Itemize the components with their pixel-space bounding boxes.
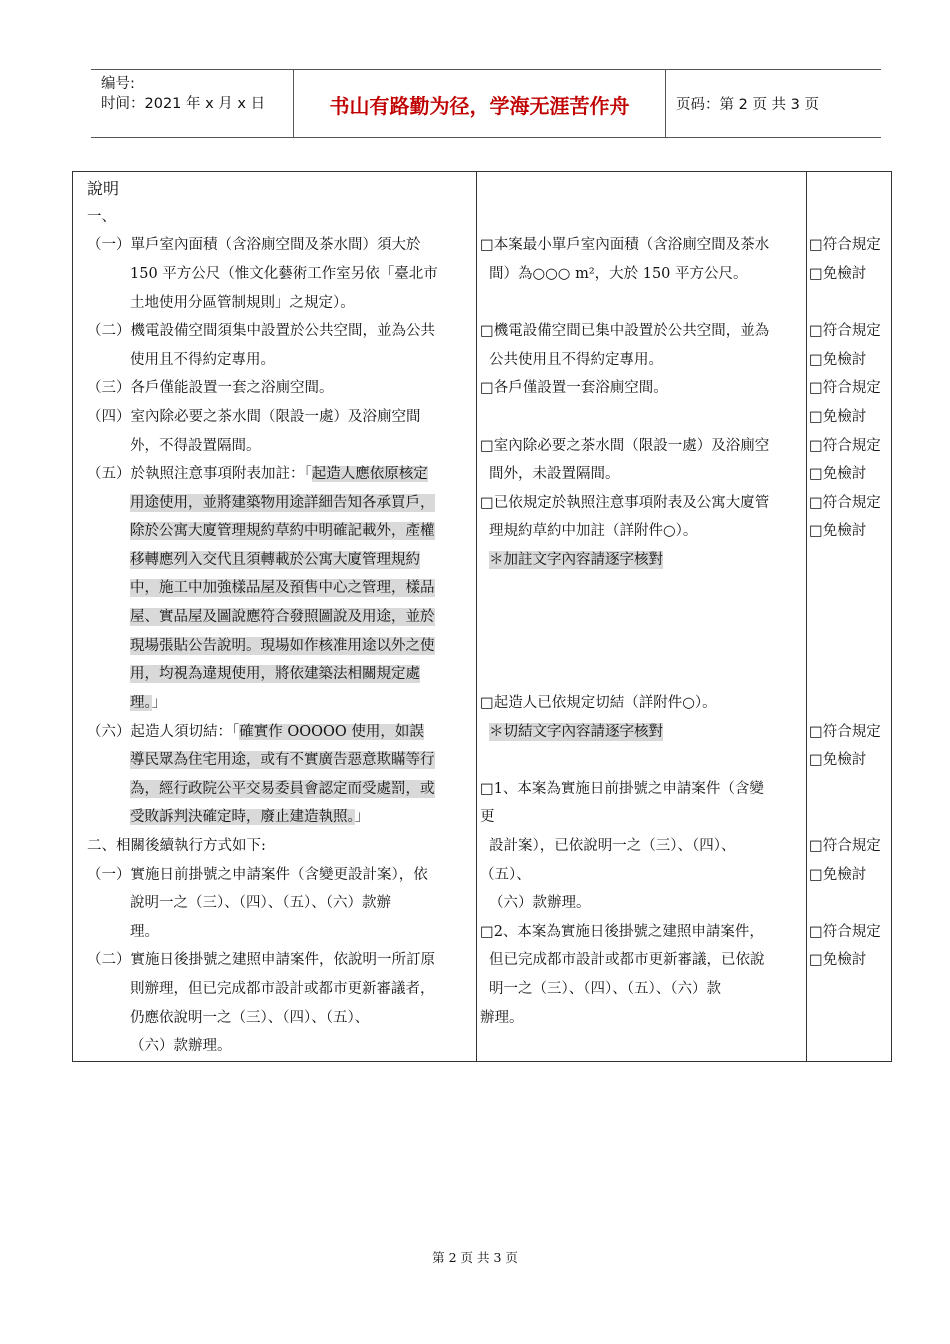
middle-text-line: 明一之（三）、（四）、（五）、（六）款 — [489, 981, 721, 997]
comply-checkbox[interactable]: □符合規定 — [809, 838, 881, 854]
left-text-line: 土地使用分區管制規則」之規定）。 — [130, 295, 355, 311]
middle-text-line: □機電設備空間已集中設置於公共空間，並為 — [480, 323, 770, 339]
left-text-line: （一）單戶室內面積（含浴廁空間及茶水間）須大於 — [87, 237, 421, 253]
left-text-segment: 」 — [151, 695, 167, 711]
comply-checkbox[interactable]: □符合規定 — [809, 380, 881, 396]
highlighted-text: 受敗訴判決確定時，廢止建造執照。 — [130, 809, 355, 825]
left-text-segment: 」 — [354, 809, 370, 825]
comply-checkbox[interactable]: □符合規定 — [809, 323, 881, 339]
review-table — [72, 171, 892, 1062]
left-text-line — [87, 465, 428, 483]
exempt-checkbox[interactable]: □免檢討 — [809, 466, 867, 482]
highlighted-text-line: 中，施工中加強樣品屋及預售中心之管理，樣品 — [130, 580, 435, 596]
left-text-line: 外，不得設置隔間。 — [130, 438, 261, 454]
middle-text-line: □起造人已依規定切結（詳附件○）。 — [480, 695, 717, 711]
section-two-title: 二、相關後續執行方式如下: — [87, 838, 266, 854]
middle-text-line: □已依規定於執照注意事項附表及公寓大廈管 — [480, 495, 770, 511]
left-text-line: 說明一之（三）、（四）、（五）、（六）款辦 — [130, 895, 391, 911]
middle-text-line: （五）、 — [480, 867, 531, 883]
highlighted-text-line: 導民眾為住宅用途，或有不實廣告惡意欺瞞等行 — [130, 752, 435, 768]
middle-text-line: 間）為○○○ m²，大於 150 平方公尺。 — [489, 266, 748, 282]
middle-text-line: □室內除必要之茶水間（限設一處）及浴廁空 — [480, 438, 770, 454]
middle-text-line: 設計案），已依說明一之（三）、（四）、 — [489, 838, 736, 854]
left-text-segment: （六）起造人須切結：「 — [87, 724, 240, 740]
comply-checkbox[interactable]: □符合規定 — [809, 237, 881, 253]
left-text-line: （四）室內除必要之茶水間（限設一處）及浴廁空間 — [87, 409, 421, 425]
exempt-checkbox[interactable]: □免檢討 — [809, 352, 867, 368]
column-heading: 說明 — [87, 179, 120, 198]
left-text-line: （二）實施日後掛號之建照申請案件，依說明一所訂原 — [87, 952, 435, 968]
left-text-line — [130, 808, 369, 826]
highlighted-text-line: 現場張貼公告說明。現場如作核准用途以外之使 — [130, 638, 435, 654]
middle-text-line: （六）款辦理。 — [489, 895, 591, 911]
left-text-line: 仍應依說明一之（三）、（四）、（五）、 — [130, 1010, 370, 1026]
left-text-line: 150 平方公尺（惟文化藝術工作室另依「臺北市 — [130, 266, 438, 282]
exempt-checkbox[interactable]: □免檢討 — [809, 952, 867, 968]
column-divider — [806, 172, 807, 1061]
left-text-line: （二）機電設備空間須集中設置於公共空間，並為公共 — [87, 323, 435, 339]
page-label: 页码：第 2 页 共 3 页 — [676, 97, 819, 113]
highlighted-text: 起造人應依原核定 — [311, 466, 428, 482]
highlighted-text-line: 為，經行政院公平交易委員會認定而受處罰，或 — [130, 781, 435, 797]
middle-text-line: 更 — [480, 809, 495, 825]
header-meta-cell — [91, 70, 294, 137]
middle-text-line: 公共使用且不得約定專用。 — [489, 352, 663, 368]
exempt-checkbox[interactable]: □免檢討 — [809, 409, 867, 425]
highlighted-text: 理。 — [130, 695, 152, 711]
column-divider — [476, 172, 477, 1061]
middle-text-line: 理規約草約中加註（詳附件○）。 — [489, 523, 698, 539]
middle-text-line: □2、本案為實施日後掛號之建照申請案件， — [480, 924, 764, 940]
left-text-line: 則辦理，但已完成都市設計或都市更新審議者， — [130, 981, 435, 997]
number-label: 编号: — [101, 76, 135, 92]
highlighted-text-line: 屋、實品屋及圖說應符合發照圖說及用途，並於 — [130, 609, 435, 625]
middle-text-line: 間外，未設置隔間。 — [489, 466, 620, 482]
exempt-checkbox[interactable]: □免檢討 — [809, 752, 867, 768]
exempt-checkbox[interactable]: □免檢討 — [809, 523, 867, 539]
comply-checkbox[interactable]: □符合規定 — [809, 924, 881, 940]
left-text-line: （一）實施日前掛號之申請案件（含變更設計案），依 — [87, 867, 428, 883]
left-text-line: 理。 — [130, 924, 159, 940]
comply-checkbox[interactable]: □符合規定 — [809, 495, 881, 511]
middle-text-line: 但已完成都市設計或都市更新審議，已依說 — [489, 952, 765, 968]
middle-text-line: 辦理。 — [480, 1010, 524, 1026]
page-header — [91, 69, 881, 138]
middle-text-line: □本案最小單戶室內面積（含浴廁空間及茶水 — [480, 237, 770, 253]
highlighted-text-line: 移轉應列入交代且須轉載於公寓大廈管理規約 — [130, 552, 420, 568]
verification-note: ＊切結文字內容請逐字核對 — [489, 724, 663, 740]
exempt-checkbox[interactable]: □免檢討 — [809, 266, 867, 282]
highlighted-text-line: 除於公寓大廈管理規約草約中明確記載外，產權 — [130, 523, 435, 539]
time-label: 时间：2021 年 x 月 x 日 — [101, 96, 266, 112]
section-one-title: 一、 — [87, 209, 116, 225]
exempt-checkbox[interactable]: □免檢討 — [809, 867, 867, 883]
left-text-line — [87, 723, 424, 741]
left-text-line: （六）款辦理。 — [130, 1038, 232, 1054]
motto-text: 书山有路勤为径，学海无涯苦作舟 — [329, 94, 630, 118]
middle-text-line: □各戶僅設置一套浴廁空間。 — [480, 380, 668, 396]
header-motto-cell — [294, 70, 666, 137]
verification-note: ＊加註文字內容請逐字核對 — [489, 552, 663, 568]
middle-text-line: □1、本案為實施日前掛號之申請案件（含變 — [480, 781, 764, 797]
highlighted-text-line: 用，均視為違規使用，將依建築法相關規定處 — [130, 666, 420, 682]
header-page-cell — [666, 70, 881, 137]
comply-checkbox[interactable]: □符合規定 — [809, 438, 881, 454]
left-text-segment: （五）於執照注意事項附表加註：「 — [87, 466, 312, 482]
highlighted-text-line: 用途使用，並將建築物用途詳細告知各承買戶， — [130, 495, 435, 511]
left-text-line: （三）各戶僅能設置一套之浴廁空間。 — [87, 380, 334, 396]
highlighted-text: 確實作 OOOOO 使用，如誤 — [239, 724, 424, 740]
left-text-line — [130, 694, 166, 712]
page-footer: 第 2 页 共 3 页 — [432, 1250, 518, 1265]
comply-checkbox[interactable]: □符合規定 — [809, 724, 881, 740]
left-text-line: 使用且不得約定專用。 — [130, 352, 275, 368]
